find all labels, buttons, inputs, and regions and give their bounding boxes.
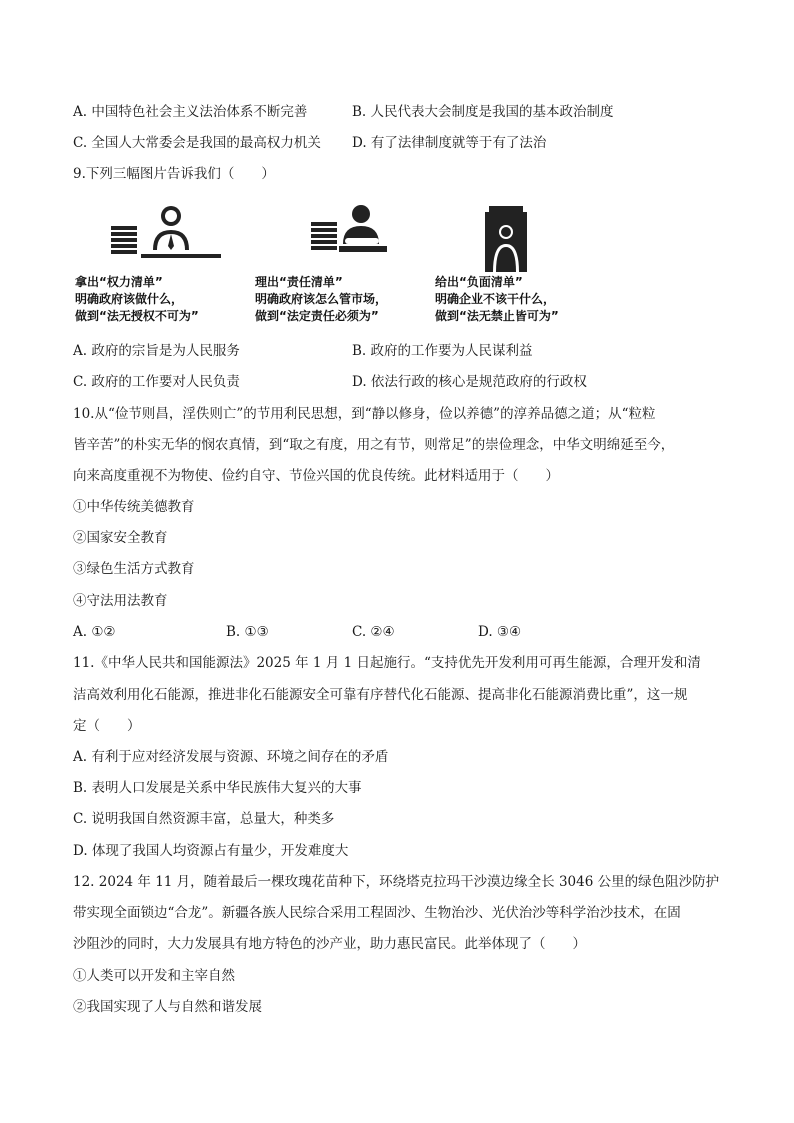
negative-list-caption — [435, 274, 615, 325]
q11-option-b[interactable]: B. 表明人口发展是关系中华民族伟大复兴的大事 — [73, 780, 362, 796]
q10-stem-line-2: 皆辛苦”的朴实无华的悯农真情，到“取之有度，用之有节，则常足”的崇俭理念，中华文明绵延至今， — [73, 437, 675, 453]
q9-option-a[interactable]: A. 政府的宗旨是为人民服务 — [73, 343, 240, 359]
q9-stem: 9.下列三幅图片告诉我们（ ） — [73, 166, 275, 182]
q9-option-c[interactable]: C. 政府的工作要对人民负责 — [73, 374, 240, 390]
negative-list-panel — [433, 198, 603, 328]
q9-option-b[interactable]: B. 政府的工作要为人民谋利益 — [352, 343, 533, 359]
q10-stem-line-1: 10.从“俭节则昌，淫佚则亡”的节用利民思想，到“静以修身，俭以养德”的淳养品德之道；从“粒粒 — [73, 406, 656, 422]
responsibility-list-panel — [253, 198, 423, 328]
power-list-caption — [75, 274, 255, 325]
responsibility-list-line-3: 做到“法定责任必须为” — [255, 309, 379, 323]
q11-stem-line-2: 洁高效利用化石能源，推进非化石能源安全可靠有序替代化石能源、提高非化石能源消费比重”，这一规 — [73, 687, 688, 703]
q10-option-a[interactable]: A. ①② — [73, 624, 116, 640]
q8-option-a[interactable]: A. 中国特色社会主义法治体系不断完善 — [73, 104, 308, 120]
q10-option-c[interactable]: C. ②④ — [352, 624, 395, 640]
q11-option-c[interactable]: C. 说明我国自然资源丰富，总量大，种类多 — [73, 811, 335, 827]
q10-item-3: ③绿色生活方式教育 — [73, 561, 195, 577]
power-list-title: 拿出“权力清单” — [75, 275, 163, 289]
official-with-power-list-icon — [91, 202, 231, 272]
responsibility-list-caption — [255, 274, 435, 325]
power-list-panel — [73, 198, 243, 328]
q10-item-2: ②国家安全教育 — [73, 530, 168, 546]
q10-item-1: ①中华传统美德教育 — [73, 499, 195, 515]
q8-option-d[interactable]: D. 有了法律制度就等于有了法治 — [352, 135, 547, 151]
q10-item-4: ④守法用法教育 — [73, 593, 168, 609]
q12-item-1: ①人类可以开发和主宰自然 — [73, 968, 235, 984]
negative-list-title: 给出“负面清单” — [435, 275, 523, 289]
q9-option-d[interactable]: D. 依法行政的核心是规范政府的行政权 — [352, 374, 587, 390]
q9-figure — [73, 198, 585, 328]
official-with-responsibility-list-icon — [271, 202, 411, 272]
q10-option-d[interactable]: D. ③④ — [478, 624, 522, 640]
responsibility-list-line-2: 明确政府该怎么管市场， — [255, 292, 388, 306]
negative-list-line-2: 明确企业不该干什么， — [435, 292, 556, 306]
q11-option-d[interactable]: D. 体现了我国人均资源占有量少，开发难度大 — [73, 843, 349, 859]
q12-stem-line-2: 带实现全面锁边“合龙”。新疆各族人民综合采用工程固沙、生物治沙、光伏治沙等科学治沙技术，在固 — [73, 905, 681, 921]
responsibility-list-title: 理出“责任清单” — [255, 275, 343, 289]
q11-stem-line-3: 定（ ） — [73, 718, 141, 734]
q12-item-2: ②我国实现了人与自然和谐发展 — [73, 999, 262, 1015]
power-list-line-3: 做到“法无授权不可为” — [75, 309, 199, 323]
q8-option-c[interactable]: C. 全国人大常委会是我国的最高权力机关 — [73, 135, 321, 151]
q12-stem-line-1: 12. 2024 年 11 月，随着最后一棵玫瑰花苗种下，环绕塔克拉玛干沙漠边缘全长 3046 公里的绿色阻沙防护 — [73, 874, 720, 890]
power-list-line-2: 明确政府该做什么， — [75, 292, 184, 306]
q10-option-b[interactable]: B. ①③ — [226, 624, 269, 640]
q10-stem-line-3: 向来高度重视不为物使、俭约自守、节俭兴国的优良传统。此材料适用于（ ） — [73, 468, 559, 484]
q8-option-b[interactable]: B. 人民代表大会制度是我国的基本政治制度 — [352, 104, 614, 120]
negative-list-line-3: 做到“法无禁止皆可为” — [435, 309, 559, 323]
q11-stem-line-1: 11.《中华人民共和国能源法》2025 年 1 月 1 日起施行。“支持优先开发利用可再生能源，合理开发和清 — [73, 655, 701, 671]
q12-stem-line-3: 沙阻沙的同时，大力发展具有地方特色的沙产业，助力惠民富民。此举体现了（ ） — [73, 936, 586, 952]
enterprise-doorway-icon — [451, 202, 591, 272]
q11-option-a[interactable]: A. 有利于应对经济发展与资源、环境之间存在的矛盾 — [73, 749, 389, 765]
